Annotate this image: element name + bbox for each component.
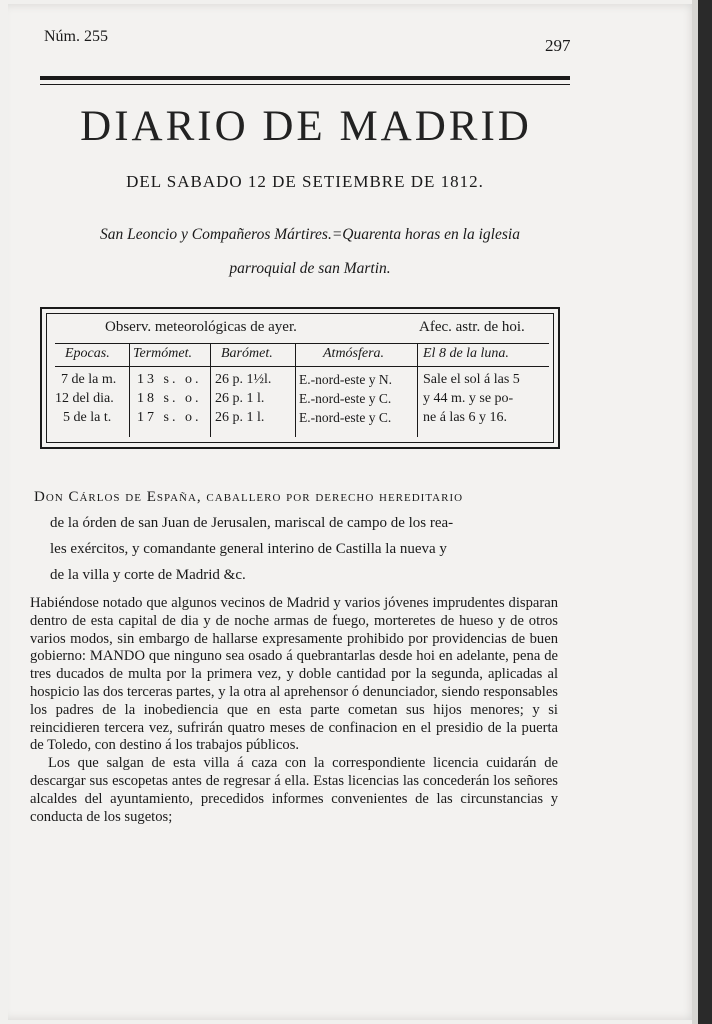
row1-termometro: 13 s. o. <box>137 372 202 387</box>
header-atmosfera: Atmósfera. <box>323 346 385 361</box>
luna-line-2: y 44 m. y se po- <box>423 391 514 406</box>
luna-line-1: Sale el sol á las 5 <box>423 372 520 387</box>
weather-table <box>40 307 560 449</box>
header-luna: El 8 de la luna. <box>423 346 509 361</box>
luna-line-3: ne á las 6 y 16. <box>423 410 507 425</box>
page-number: 297 <box>545 36 571 55</box>
row3-atmosfera: E.-nord-este y C. <box>299 410 392 425</box>
issue-number: Núm. 255 <box>44 28 108 45</box>
weather-table-inner <box>46 313 554 443</box>
dateline: DEL SABADO 12 DE SETIEMBRE DE 1812. <box>126 172 484 191</box>
paragraph-2: Los que salgan de esta villa á caza con la correspondiente licencia cuidarán de descargar sus escopetas antes de regresar á ella. Estas licencias las concederán los señores alcaldes del ayuntamiento, precedidos informes convenientes de las circunstancias y conducta de los sugetos; <box>30 755 558 825</box>
header-epocas: Epocas. <box>65 346 110 361</box>
col-divider-3 <box>295 343 296 437</box>
header-rule-thin <box>40 84 570 85</box>
header-rule <box>40 76 570 80</box>
edict-line-2: les exércitos, y comandante general interino de Castilla la nueva y <box>50 541 447 557</box>
saints-line-1: San Leoncio y Compañeros Mártires.=Quarenta horas en la iglesia <box>100 226 520 243</box>
row2-barometro: 26 p. 1 l. <box>215 391 265 406</box>
row3-termometro: 17 s. o. <box>137 410 202 425</box>
row2-atmosfera: E.-nord-este y C. <box>299 391 392 406</box>
header-termometro: Termómet. <box>133 346 192 361</box>
edict-body <box>30 595 558 826</box>
edict-opening: Don Cárlos de España, caballero por derecho hereditario <box>34 489 464 505</box>
col-divider-1 <box>129 343 130 437</box>
row2-termometro: 18 s. o. <box>137 391 202 406</box>
edict-line-3: de la villa y corte de Madrid &c. <box>50 567 246 583</box>
edict-heading <box>34 484 564 588</box>
scan-border <box>698 0 712 1024</box>
header-barometro: Barómet. <box>221 346 273 361</box>
table-title-right: Afec. astr. de hoi. <box>419 319 525 335</box>
row1-atmosfera: E.-nord-este y N. <box>299 372 392 387</box>
paragraph-1: Habiéndose notado que algunos vecinos de Madrid y varios jóvenes imprudentes disparan dentro de esta capital de dia y de noche armas de fuego, morteretes de hueso y de otros varios modos, sin embargo de hallarse expresamente prohibido por providencias de buen gobierno: MANDO que ninguno sea osado á quebrantarlas desde hoi en adelante, pena de tres ducados de multa por la primera vez, y doble cantidad por la segunda, aplicadas al hospicio las dos terceras partes, y la otra al aprehensor ó denunciador, siendo responsables los padres de la inobediencia que en esta parte cometan sus hijos menores; y si reincidieren tercera vez, sufrirán quatro meses de confinacion en el presidio de la puerta de Toledo, con destino á los trabajos públicos. <box>30 595 558 754</box>
row3-barometro: 26 p. 1 l. <box>215 410 265 425</box>
table-title-left: Observ. meteorológicas de ayer. <box>105 319 297 335</box>
row2-epoca: 12 del dia. <box>55 391 114 406</box>
row1-epoca: 7 de la m. <box>61 372 117 387</box>
edict-line-1: de la órden de san Juan de Jerusalen, mariscal de campo de los rea- <box>50 515 454 531</box>
saints-of-day <box>50 218 570 286</box>
row3-epoca: 5 de la t. <box>63 410 112 425</box>
col-divider-2 <box>210 343 211 437</box>
saints-line-2: parroquial de san Martin. <box>229 260 391 277</box>
row1-barometro: 26 p. 1½l. <box>215 372 272 387</box>
masthead-title: DIARIO DE MADRID <box>80 103 532 150</box>
col-divider-4 <box>417 343 418 437</box>
